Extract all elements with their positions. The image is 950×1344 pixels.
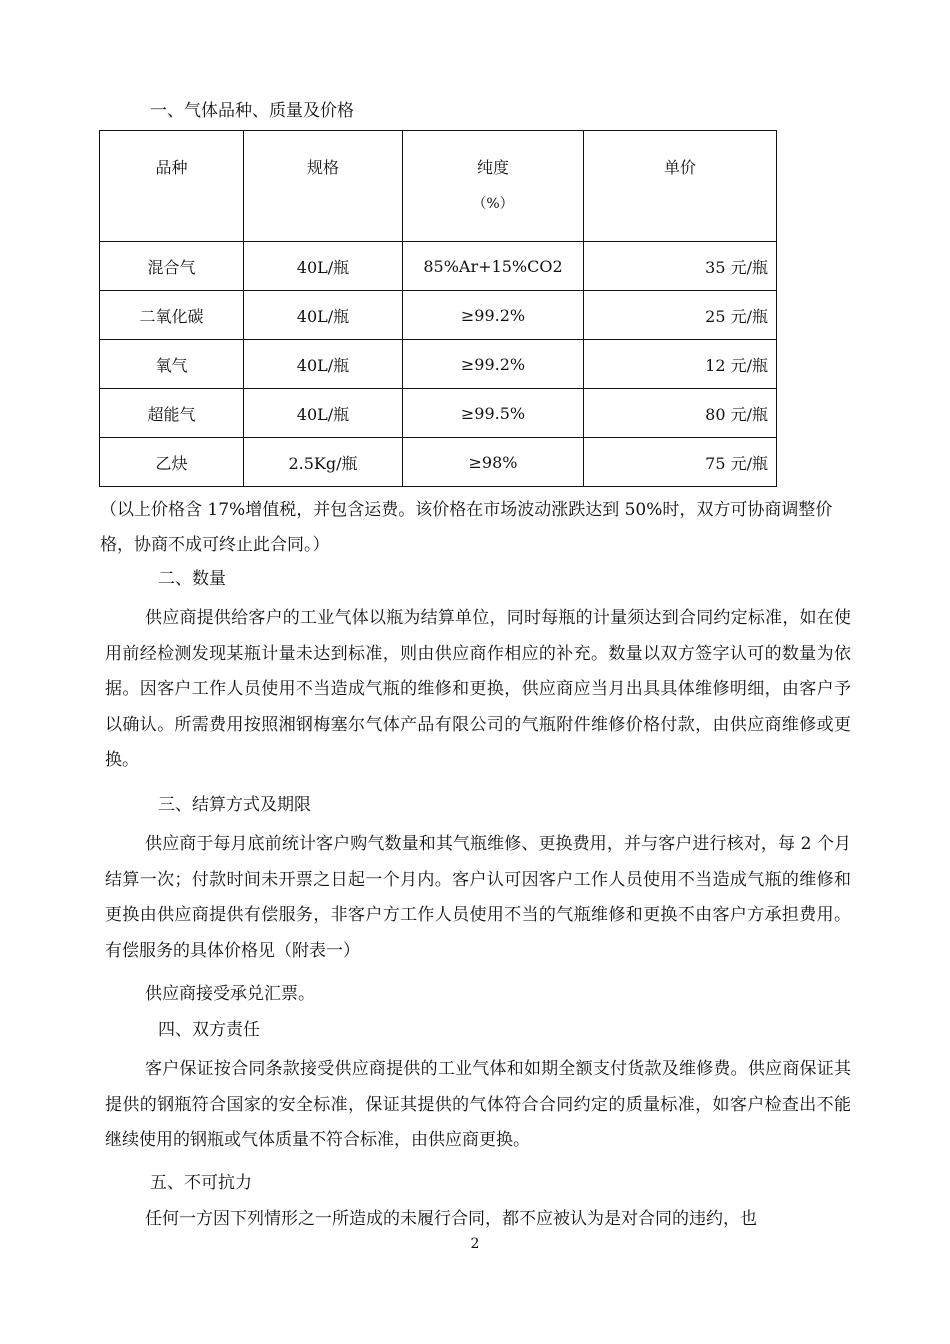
table-row: [100, 438, 777, 487]
cell-purity: ≥99.2%: [403, 291, 584, 340]
header-variety: 品种: [100, 131, 244, 242]
table-row: [100, 389, 777, 438]
cell-purity: ≥99.2%: [403, 340, 584, 389]
cell-price: 75 元/瓶: [584, 438, 777, 487]
header-purity: 纯度 （%）: [403, 131, 584, 242]
section-5-title: 五、不可抗力: [150, 1173, 252, 1193]
cell-price: 35 元/瓶: [584, 242, 777, 291]
cell-variety: 乙炔: [100, 438, 244, 487]
section-3-body: 供应商于每月底前统计客户购气数量和其气瓶维修、更换费用，并与客户进行核对，每 2 个月结算一次；付款时间未开票之日起一个月内。客户认可因客户工作人员使用不当造成气瓶的维修和更换由供应商提供有偿服务，非客户方工作人员使用不当的气瓶维修和更换不由客户方承担费用。有偿服务的具体价格见（附表一）: [105, 834, 851, 961]
section-3-title: 三、结算方式及期限: [158, 795, 311, 815]
cell-spec: 40L/瓶: [244, 340, 403, 389]
cell-variety: 二氧化碳: [100, 291, 244, 340]
gas-price-table: [99, 130, 777, 487]
cell-spec: 40L/瓶: [244, 291, 403, 340]
section-3-extra: 供应商接受承兑汇票。: [145, 984, 315, 1004]
cell-spec: 2.5Kg/瓶: [244, 438, 403, 487]
section-4-title: 四、双方责任: [158, 1020, 260, 1040]
cell-variety: 氧气: [100, 340, 244, 389]
cell-price: 80 元/瓶: [584, 389, 777, 438]
cell-purity: ≥99.5%: [403, 389, 584, 438]
cell-purity: ≥98%: [403, 438, 584, 487]
cell-purity: 85%Ar+15%CO2: [403, 242, 584, 291]
cell-spec: 40L/瓶: [244, 242, 403, 291]
header-spec: 规格: [244, 131, 403, 242]
cell-variety: 超能气: [100, 389, 244, 438]
cell-spec: 40L/瓶: [244, 389, 403, 438]
section-1-title: 一、气体品种、质量及价格: [150, 101, 354, 121]
table-row: [100, 291, 777, 340]
section-2-title: 二、数量: [158, 569, 226, 589]
section-5-body: 任何一方因下列情形之一所造成的未履行合同，都不应被认为是对合同的违约，也: [145, 1209, 757, 1229]
table-row: [100, 242, 777, 291]
header-price: 单价: [584, 131, 777, 242]
cell-price: 12 元/瓶: [584, 340, 777, 389]
cell-price: 25 元/瓶: [584, 291, 777, 340]
table-row: [100, 340, 777, 389]
cell-variety: 混合气: [100, 242, 244, 291]
page-number: 2: [470, 1236, 480, 1252]
table-header-row: [100, 131, 777, 242]
price-note: （以上价格含 17%增值税，并包含运费。该价格在市场波动涨跌达到 50%时，双方可协商调整价格，协商不成可终止此合同。）: [100, 500, 833, 555]
section-4-body: 客户保证按合同条款接受供应商提供的工业气体和如期全额支付货款及维修费。供应商保证其提供的钢瓶符合国家的安全标准，保证其提供的气体符合合同约定的质量标准，如客户检查出不能继续使用的钢瓶或气体质量不符合标准，由供应商更换。: [105, 1059, 851, 1150]
section-2-body: 供应商提供给客户的工业气体以瓶为结算单位，同时每瓶的计量须达到合同约定标准，如在使用前经检测发现某瓶计量未达到标准，则由供应商作相应的补充。数量以双方签字认可的数量为依据。因客户工作人员使用不当造成气瓶的维修和更换，供应商应当月出具具体维修明细，由客户予以确认。所需费用按照湘钢梅塞尔气体产品有限公司的气瓶附件维修价格付款，由供应商维修或更换。: [105, 608, 851, 770]
